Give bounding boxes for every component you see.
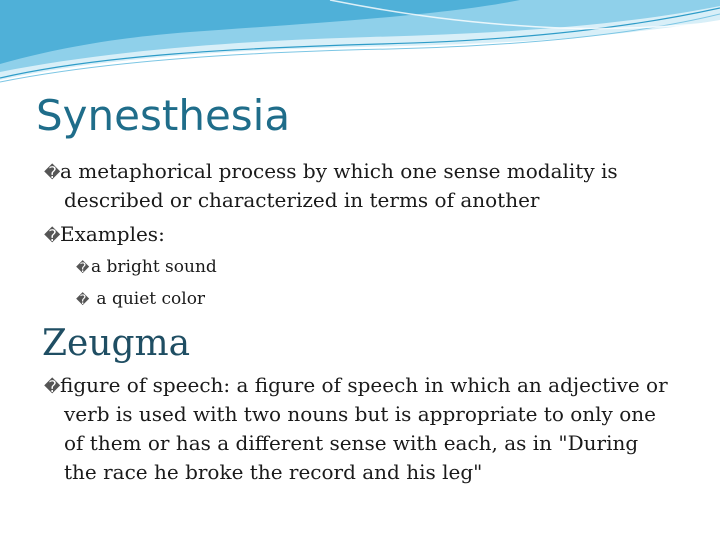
example-item: [76, 255, 217, 281]
bullet-icon: �: [44, 226, 61, 245]
definition-line-1: a metaphorical process by which one sense modality is: [60, 159, 618, 183]
examples-label: Examples:: [60, 222, 165, 246]
zeugma-line-3: of them or has a different sense with each, as in "During: [64, 431, 639, 455]
example-text: a bright sound: [91, 257, 217, 277]
zeugma-bullet: [44, 371, 668, 401]
bullet-icon: �: [44, 163, 61, 182]
section-heading-zeugma: Zeugma: [42, 323, 191, 364]
zeugma-line-4: the race he broke the record and his leg": [64, 460, 483, 484]
definition-bullet: [44, 157, 618, 187]
sub-bullet-icon: �: [76, 261, 90, 276]
header-wave-decoration: [0, 0, 720, 90]
example-item: [76, 287, 205, 313]
slide-title: Synesthesia: [36, 91, 291, 140]
zeugma-line-1: figure of speech: a figure of speech in which an adjective or: [60, 373, 668, 397]
sub-bullet-icon: �: [76, 293, 90, 308]
example-text: a quiet color: [91, 289, 206, 309]
zeugma-line-2: verb is used with two nouns but is appropriate to only one: [64, 402, 656, 426]
definition-line-2: described or characterized in terms of another: [64, 188, 540, 212]
examples-bullet: [44, 220, 165, 250]
bullet-icon: �: [44, 377, 61, 396]
